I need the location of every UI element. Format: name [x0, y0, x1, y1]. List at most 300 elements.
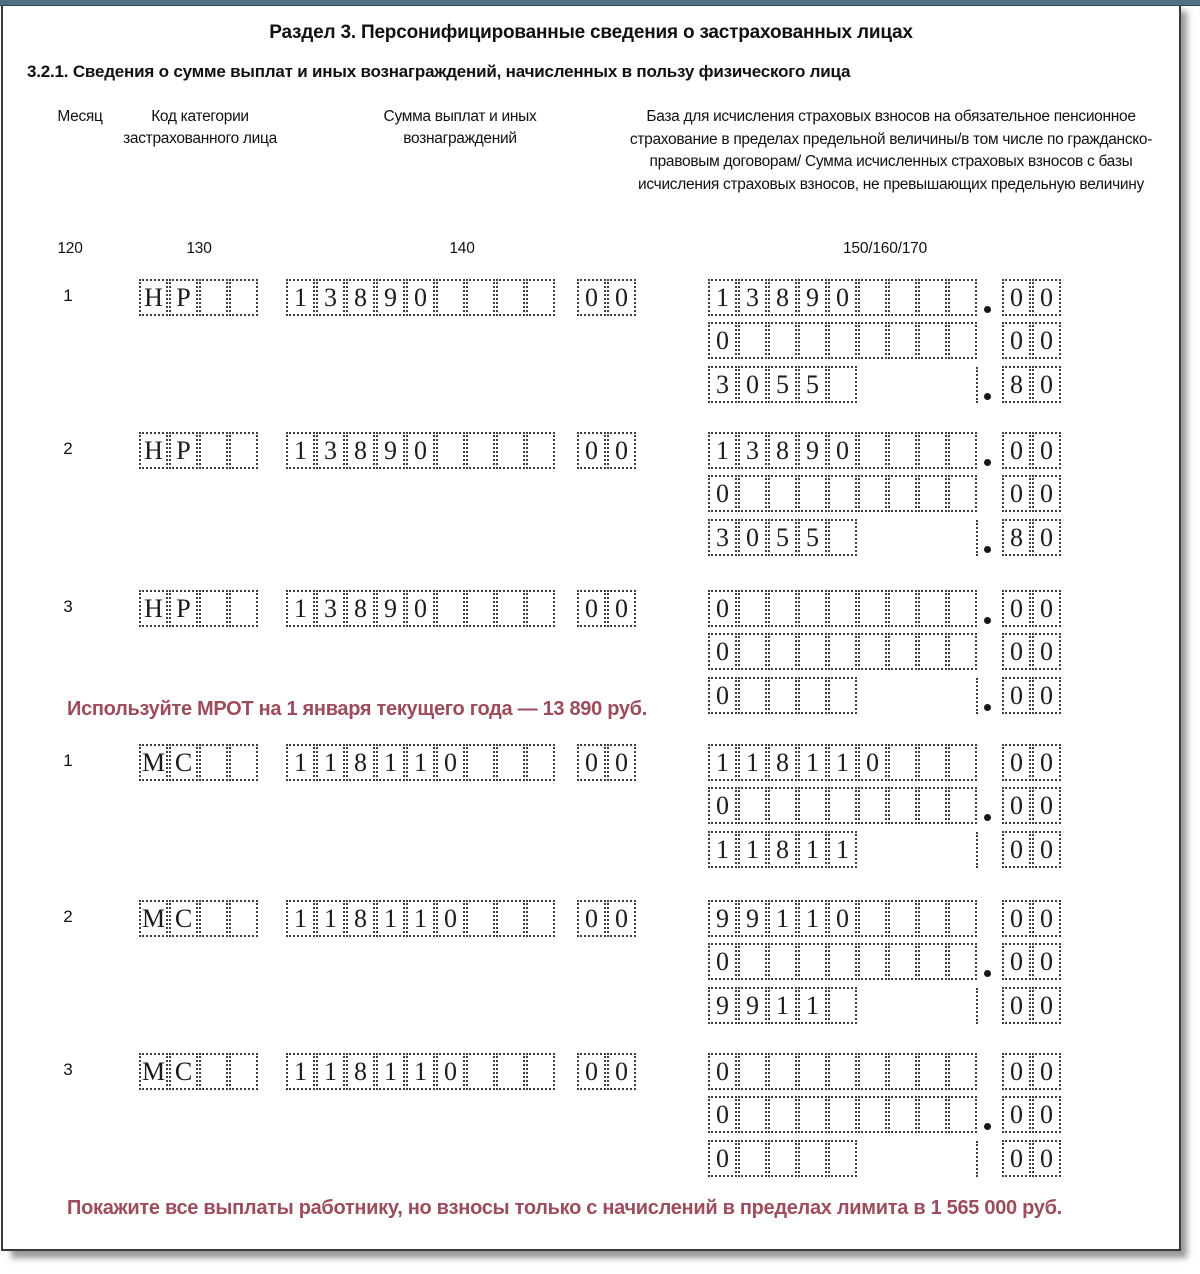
form-cell[interactable]: 0: [708, 943, 737, 980]
form-cell[interactable]: 9: [798, 279, 827, 316]
form-cell[interactable]: 0: [607, 900, 636, 937]
form-cell[interactable]: 0: [577, 279, 606, 316]
form-cell[interactable]: 0: [1032, 677, 1061, 714]
form-cell[interactable]: 0: [708, 1140, 737, 1177]
form-cell[interactable]: [828, 787, 857, 824]
form-cell[interactable]: [738, 475, 767, 512]
form-cell[interactable]: [738, 633, 767, 670]
form-cell[interactable]: [948, 1053, 977, 1090]
gph-kopecks-field-160: [1002, 633, 1061, 670]
form-cell[interactable]: [768, 322, 797, 359]
field-code-130: 130: [186, 240, 212, 257]
form-cell[interactable]: 0: [1002, 475, 1031, 512]
contrib-kopecks-field-170: [1002, 831, 1061, 868]
form-cell[interactable]: С: [169, 900, 198, 937]
form-cell[interactable]: 1: [768, 987, 797, 1024]
form-cell[interactable]: [948, 322, 977, 359]
form-cell[interactable]: 1: [286, 900, 315, 937]
form-cell[interactable]: [858, 943, 887, 980]
form-cell[interactable]: 0: [1032, 1096, 1061, 1133]
form-cell[interactable]: 0: [1032, 366, 1061, 403]
form-cell[interactable]: 1: [376, 900, 405, 937]
form-cell[interactable]: 0: [738, 519, 767, 556]
form-cell[interactable]: М: [139, 744, 168, 781]
form-cell[interactable]: 8: [346, 279, 375, 316]
base-field-150: [708, 744, 977, 781]
form-cell[interactable]: 5: [798, 366, 827, 403]
form-cell[interactable]: 0: [1002, 900, 1031, 937]
form-cell[interactable]: 1: [828, 744, 857, 781]
month-number: 1: [63, 751, 73, 770]
form-cell[interactable]: 1: [798, 987, 827, 1024]
contrib-field-170: [708, 987, 857, 1024]
form-cell[interactable]: 1: [708, 831, 737, 868]
form-cell[interactable]: 0: [858, 744, 887, 781]
form-cell[interactable]: 1: [316, 900, 345, 937]
form-cell[interactable]: 3: [708, 519, 737, 556]
form-cell[interactable]: [918, 633, 947, 670]
form-cell[interactable]: [798, 475, 827, 512]
form-cell[interactable]: 3: [738, 432, 767, 469]
cell-edge-tick: [976, 988, 978, 1024]
form-cell[interactable]: 1: [768, 900, 797, 937]
form-cell[interactable]: 0: [1002, 279, 1031, 316]
form-cell[interactable]: [828, 633, 857, 670]
form-cell[interactable]: [828, 943, 857, 980]
form-cell[interactable]: [828, 677, 857, 714]
contrib-row-170: [3, 831, 1179, 869]
form-cell[interactable]: 0: [1032, 633, 1061, 670]
form-cell[interactable]: 0: [607, 432, 636, 469]
form-cell[interactable]: 8: [768, 744, 797, 781]
form-cell[interactable]: [858, 322, 887, 359]
form-cell[interactable]: 9: [708, 900, 737, 937]
form-cell[interactable]: [798, 677, 827, 714]
form-cell[interactable]: 1: [708, 744, 737, 781]
base-field-150: [708, 590, 977, 627]
form-cell[interactable]: Н: [139, 279, 168, 316]
form-cell[interactable]: [828, 590, 857, 627]
form-cell[interactable]: 0: [577, 1053, 606, 1090]
form-cell[interactable]: [828, 366, 857, 403]
decimal-dot: [984, 546, 991, 553]
gph-kopecks-field-160: [1002, 943, 1061, 980]
form-cell[interactable]: 5: [768, 519, 797, 556]
form-cell[interactable]: [948, 900, 977, 937]
form-cell[interactable]: [768, 677, 797, 714]
form-cell[interactable]: 1: [738, 831, 767, 868]
contrib-field-170: [708, 519, 857, 556]
contrib-row-170: [3, 1140, 1179, 1178]
gph-row-160: [3, 475, 1179, 513]
form-cell[interactable]: 1: [286, 1053, 315, 1090]
form-cell[interactable]: 0: [1002, 1053, 1031, 1090]
form-cell[interactable]: 0: [406, 432, 435, 469]
form-cell[interactable]: [948, 432, 977, 469]
form-cell[interactable]: 9: [738, 987, 767, 1024]
form-cell[interactable]: [828, 1053, 857, 1090]
form-cell[interactable]: [828, 1096, 857, 1133]
form-cell[interactable]: [798, 943, 827, 980]
form-cell[interactable]: 0: [1002, 1096, 1031, 1133]
form-cell[interactable]: 8: [768, 831, 797, 868]
form-cell[interactable]: [858, 787, 887, 824]
form-cell[interactable]: [948, 633, 977, 670]
form-cell[interactable]: [798, 1053, 827, 1090]
base-row-150: [3, 744, 1179, 782]
form-cell[interactable]: 0: [1002, 677, 1031, 714]
form-cell[interactable]: 3: [708, 366, 737, 403]
form-cell[interactable]: [918, 787, 947, 824]
form-cell[interactable]: [888, 432, 917, 469]
column-header-category-code: Код категории застрахованного лица: [123, 108, 277, 147]
form-cell[interactable]: [768, 943, 797, 980]
decimal-dot: [984, 459, 991, 466]
form-cell[interactable]: 1: [798, 900, 827, 937]
form-cell[interactable]: 1: [376, 744, 405, 781]
form-cell[interactable]: 1: [708, 432, 737, 469]
form-cell[interactable]: [738, 1053, 767, 1090]
form-cell[interactable]: [768, 1053, 797, 1090]
base-row-150: [3, 900, 1179, 938]
form-cell[interactable]: 0: [708, 633, 737, 670]
form-cell[interactable]: [798, 1096, 827, 1133]
form-cell[interactable]: [888, 1096, 917, 1133]
form-cell[interactable]: 1: [316, 1053, 345, 1090]
form-cell[interactable]: 0: [1032, 900, 1061, 937]
top-accent-bar: [0, 0, 1200, 6]
form-cell[interactable]: [948, 943, 977, 980]
form-cell[interactable]: 0: [1032, 432, 1061, 469]
gph-field-160: [708, 787, 977, 824]
form-cell[interactable]: 1: [708, 279, 737, 316]
gph-field-160: [708, 633, 977, 670]
field-code-120: 120: [57, 240, 83, 257]
section-title: Раздел 3. Персонифицированные сведения о застрахованных лицах: [269, 22, 913, 43]
form-cell[interactable]: [738, 677, 767, 714]
form-cell[interactable]: Н: [139, 590, 168, 627]
form-cell[interactable]: 0: [1032, 987, 1061, 1024]
form-cell[interactable]: [918, 1053, 947, 1090]
form-cell[interactable]: [888, 1053, 917, 1090]
base-kopecks-field-150: [1002, 590, 1061, 627]
form-cell[interactable]: [918, 279, 947, 316]
form-cell[interactable]: 0: [708, 590, 737, 627]
form-cell[interactable]: 0: [1002, 943, 1031, 980]
contrib-field-170: [708, 677, 857, 714]
form-cell[interactable]: [918, 900, 947, 937]
form-cell[interactable]: [768, 787, 797, 824]
month-number: 2: [63, 907, 73, 926]
gph-kopecks-field-160: [1002, 475, 1061, 512]
form-cell[interactable]: [768, 1096, 797, 1133]
form-cell[interactable]: [948, 1096, 977, 1133]
form-cell[interactable]: [828, 322, 857, 359]
form-cell[interactable]: 0: [708, 1053, 737, 1090]
form-cell[interactable]: [948, 744, 977, 781]
base-kopecks-field-150: [1002, 279, 1061, 316]
form-cell[interactable]: 8: [1002, 366, 1031, 403]
form-cell[interactable]: 0: [1002, 1140, 1031, 1177]
form-cell[interactable]: 1: [316, 744, 345, 781]
form-cell[interactable]: 1: [406, 744, 435, 781]
form-cell[interactable]: [888, 590, 917, 627]
contrib-field-170: [708, 1140, 857, 1177]
month-number: 2: [63, 439, 73, 458]
form-cell[interactable]: [738, 787, 767, 824]
form-cell[interactable]: Р: [169, 590, 198, 627]
form-cell[interactable]: 0: [577, 900, 606, 937]
form-cell[interactable]: 0: [1002, 432, 1031, 469]
subsection-title: 3.2.1. Сведения о сумме выплат и иных вознаграждений, начисленных в пользу физического лица: [27, 62, 851, 81]
field-code-140: 140: [449, 240, 475, 257]
gph-row-160: [3, 322, 1179, 360]
form-cell[interactable]: 8: [346, 900, 375, 937]
gph-kopecks-field-160: [1002, 1096, 1061, 1133]
form-cell[interactable]: [948, 279, 977, 316]
form-cell[interactable]: [738, 590, 767, 627]
form-cell[interactable]: 8: [768, 432, 797, 469]
form-cell[interactable]: 8: [346, 744, 375, 781]
form-cell[interactable]: 0: [1032, 943, 1061, 980]
decimal-dot: [984, 617, 991, 624]
month-block: [3, 432, 1179, 557]
form-cell[interactable]: [798, 787, 827, 824]
form-cell[interactable]: 0: [1002, 744, 1031, 781]
form-cell[interactable]: [798, 322, 827, 359]
form-cell[interactable]: 8: [1002, 519, 1031, 556]
form-cell[interactable]: 3: [738, 279, 767, 316]
gph-row-160: [3, 1096, 1179, 1134]
form-cell[interactable]: 0: [1002, 831, 1031, 868]
form-cell[interactable]: [828, 475, 857, 512]
contrib-kopecks-field-170: [1002, 1140, 1061, 1177]
form-cell[interactable]: [738, 943, 767, 980]
form-cell[interactable]: 3: [316, 279, 345, 316]
form-cell[interactable]: [858, 633, 887, 670]
form-cell[interactable]: 0: [1032, 590, 1061, 627]
form-cell[interactable]: 1: [828, 831, 857, 868]
form-cell[interactable]: 0: [828, 279, 857, 316]
form-cell[interactable]: 0: [1032, 519, 1061, 556]
form-cell[interactable]: [798, 590, 827, 627]
contrib-kopecks-field-170: [1002, 677, 1061, 714]
form-cell[interactable]: 0: [1032, 1053, 1061, 1090]
base-kopecks-field-150: [1002, 432, 1061, 469]
form-cell[interactable]: 9: [376, 590, 405, 627]
cell-edge-tick: [976, 678, 978, 714]
form-cell[interactable]: [738, 1096, 767, 1133]
form-cell[interactable]: 0: [1032, 831, 1061, 868]
base-row-150: [3, 432, 1179, 470]
cell-edge-tick: [976, 832, 978, 868]
form-cell[interactable]: 0: [406, 279, 435, 316]
form-cell[interactable]: 0: [1032, 322, 1061, 359]
form-cell[interactable]: 1: [376, 1053, 405, 1090]
form-cell[interactable]: [858, 475, 887, 512]
form-cell[interactable]: 1: [406, 1053, 435, 1090]
form-cell[interactable]: 0: [708, 475, 737, 512]
contrib-kopecks-field-170: [1002, 519, 1061, 556]
form-content: [3, 2, 1179, 1249]
form-cell[interactable]: [948, 590, 977, 627]
form-cell[interactable]: Р: [169, 432, 198, 469]
form-cell[interactable]: 8: [346, 1053, 375, 1090]
contrib-row-170: [3, 366, 1179, 404]
form-cell[interactable]: [888, 475, 917, 512]
form-cell[interactable]: 1: [286, 432, 315, 469]
form-cell[interactable]: [798, 1140, 827, 1177]
month-block: [3, 279, 1179, 404]
form-cell[interactable]: 0: [1032, 475, 1061, 512]
form-cell[interactable]: [828, 519, 857, 556]
form-cell[interactable]: 0: [1032, 787, 1061, 824]
form-cell[interactable]: [918, 475, 947, 512]
base-field-150: [708, 900, 977, 937]
form-cell[interactable]: 0: [708, 677, 737, 714]
form-cell[interactable]: 0: [708, 787, 737, 824]
form-cell[interactable]: 0: [436, 900, 465, 937]
month-block: [3, 590, 1179, 715]
form-cell[interactable]: 8: [768, 279, 797, 316]
form-cell[interactable]: 9: [798, 432, 827, 469]
form-cell[interactable]: [858, 900, 887, 937]
form-cell[interactable]: 0: [708, 322, 737, 359]
form-cell[interactable]: [858, 1053, 887, 1090]
form-cell[interactable]: [888, 633, 917, 670]
form-cell[interactable]: [768, 633, 797, 670]
form-cell[interactable]: 0: [1002, 322, 1031, 359]
form-cell[interactable]: [948, 475, 977, 512]
field-code-150-160-170: 150/160/170: [843, 240, 927, 257]
form-cell[interactable]: 0: [577, 744, 606, 781]
base-field-150: [708, 432, 977, 469]
form-cell[interactable]: М: [139, 900, 168, 937]
form-cell[interactable]: 0: [607, 744, 636, 781]
form-cell[interactable]: 9: [376, 279, 405, 316]
form-cell[interactable]: 0: [708, 1096, 737, 1133]
form-cell[interactable]: 0: [607, 1053, 636, 1090]
form-cell[interactable]: [918, 943, 947, 980]
cell-edge-tick: [976, 1141, 978, 1177]
gph-field-160: [708, 1096, 977, 1133]
form-cell[interactable]: [888, 279, 917, 316]
form-cell[interactable]: [858, 590, 887, 627]
form-cell[interactable]: [768, 590, 797, 627]
form-cell[interactable]: 0: [1002, 987, 1031, 1024]
form-cell[interactable]: 0: [607, 279, 636, 316]
form-cell[interactable]: 0: [828, 432, 857, 469]
base-row-150: [3, 590, 1179, 628]
form-cell[interactable]: 0: [436, 1053, 465, 1090]
form-cell[interactable]: [948, 787, 977, 824]
form-cell[interactable]: [918, 432, 947, 469]
form-cell[interactable]: 5: [768, 366, 797, 403]
contrib-kopecks-field-170: [1002, 366, 1061, 403]
form-cell[interactable]: 8: [346, 590, 375, 627]
form-cell[interactable]: [738, 322, 767, 359]
form-cell[interactable]: [888, 787, 917, 824]
month-block: [3, 744, 1179, 869]
base-field-150: [708, 1053, 977, 1090]
form-cell[interactable]: [918, 590, 947, 627]
form-cell[interactable]: [918, 744, 947, 781]
form-cell[interactable]: [858, 1096, 887, 1133]
form-cell[interactable]: 0: [1002, 633, 1031, 670]
form-cell[interactable]: 8: [346, 432, 375, 469]
form-cell[interactable]: [828, 1140, 857, 1177]
form-cell[interactable]: 9: [708, 987, 737, 1024]
form-cell[interactable]: 0: [828, 900, 857, 937]
column-header-month: Месяц: [57, 108, 103, 125]
form-cell[interactable]: 5: [798, 519, 827, 556]
form-cell[interactable]: 0: [1032, 744, 1061, 781]
form-cell[interactable]: 3: [316, 590, 345, 627]
form-cell[interactable]: [918, 322, 947, 359]
form-cell[interactable]: [738, 1140, 767, 1177]
form-cell[interactable]: 9: [376, 432, 405, 469]
form-cell[interactable]: [888, 744, 917, 781]
form-cell[interactable]: [828, 987, 857, 1024]
form-cell[interactable]: 0: [1002, 590, 1031, 627]
form-cell[interactable]: [918, 1096, 947, 1133]
form-cell[interactable]: 1: [286, 590, 315, 627]
form-cell[interactable]: [768, 475, 797, 512]
form-cell[interactable]: [798, 633, 827, 670]
form-cell[interactable]: 0: [1032, 279, 1061, 316]
form-cell[interactable]: М: [139, 1053, 168, 1090]
base-field-150: [708, 279, 977, 316]
form-cell[interactable]: 0: [607, 590, 636, 627]
form-cell[interactable]: 9: [738, 900, 767, 937]
contrib-kopecks-field-170: [1002, 987, 1061, 1024]
form-cell[interactable]: 0: [1002, 787, 1031, 824]
form-cell[interactable]: 3: [316, 432, 345, 469]
form-cell[interactable]: 1: [406, 900, 435, 937]
form-cell[interactable]: 0: [577, 432, 606, 469]
base-row-150: [3, 1053, 1179, 1091]
form-cell[interactable]: [888, 900, 917, 937]
form-cell[interactable]: 1: [798, 744, 827, 781]
month-block: [3, 900, 1179, 1025]
form-cell[interactable]: 0: [577, 590, 606, 627]
form-cell[interactable]: [858, 279, 887, 316]
form-cell[interactable]: 0: [436, 744, 465, 781]
form-cell[interactable]: [858, 432, 887, 469]
hint-limit: Покажите все выплаты работнику, но взносы только с начислений в пределах лимита в 1 565 000 руб.: [67, 1197, 1062, 1219]
gph-field-160: [708, 943, 977, 980]
form-cell[interactable]: 0: [1032, 1140, 1061, 1177]
form-cell[interactable]: [888, 322, 917, 359]
form-cell[interactable]: 1: [286, 744, 315, 781]
form-cell[interactable]: [768, 1140, 797, 1177]
form-cell[interactable]: 1: [286, 279, 315, 316]
decimal-dot: [984, 306, 991, 313]
form-cell[interactable]: 0: [406, 590, 435, 627]
gph-field-160: [708, 322, 977, 359]
form-cell[interactable]: 0: [738, 366, 767, 403]
form-cell[interactable]: 1: [738, 744, 767, 781]
decimal-dot: [984, 970, 991, 977]
form-cell[interactable]: Р: [169, 279, 198, 316]
month-number: 3: [63, 1060, 73, 1079]
form-cell[interactable]: [888, 943, 917, 980]
month-block: [3, 1053, 1179, 1178]
form-cell[interactable]: Н: [139, 432, 168, 469]
form-cell[interactable]: 1: [798, 831, 827, 868]
form-cell[interactable]: С: [169, 744, 198, 781]
form-cell[interactable]: С: [169, 1053, 198, 1090]
